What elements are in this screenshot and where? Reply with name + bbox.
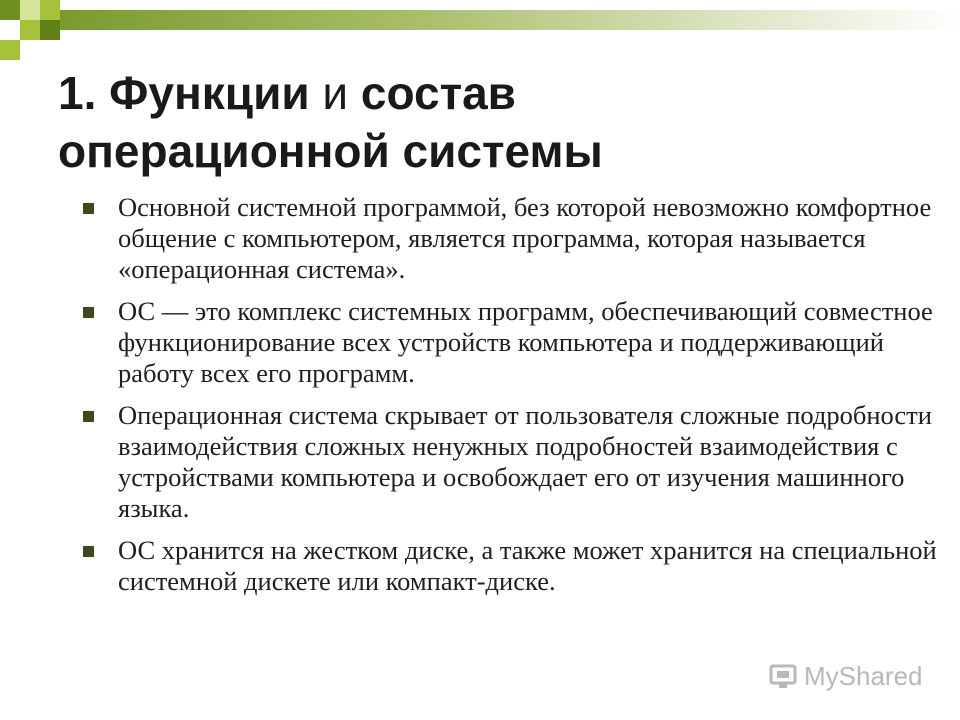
bullet-text: Основной системной программой, без которой невозможно комфортное общение с компьютером, является программа, которая называется «операционная система». — [118, 192, 932, 284]
title-connector: и — [309, 67, 361, 119]
bullet-text: ОС хранится на жестком диске, а также может хранится на специальной системной дискете или компакт-диске. — [118, 535, 937, 596]
bullet-square-icon — [83, 411, 94, 422]
decor-square — [0, 40, 20, 60]
bullet-item — [80, 296, 950, 389]
bullet-text: Операционная система скрывает от пользователя сложные подробности взаимодействия сложных ненужных подробностей взаимодействия с устройствами компьютера и освобождает его от изучения машинного языка. — [118, 400, 932, 523]
bullet-square-icon — [83, 307, 94, 318]
header-gradient-bar — [60, 10, 960, 30]
slide-title — [58, 64, 918, 180]
bullet-item — [80, 535, 950, 597]
bullet-square-icon — [83, 546, 94, 557]
title-part1: 1. Функции — [58, 67, 310, 119]
bullet-item — [80, 400, 950, 524]
decor-square — [20, 0, 40, 20]
decor-square — [20, 20, 40, 40]
bullet-text: ОС — это комплекс системных программ, обеспечивающий совместное функционирование всех устройств компьютера и поддерживающий работу всех его программ. — [118, 296, 933, 388]
decor-square — [40, 0, 60, 20]
title-part2: состав — [360, 67, 516, 119]
myshared-logo-icon — [768, 661, 798, 691]
bullet-item — [80, 192, 950, 285]
watermark-text: MyShared — [804, 660, 923, 691]
bullet-square-icon — [83, 203, 94, 214]
decor-square — [0, 0, 20, 20]
bullet-list — [80, 192, 950, 608]
watermark — [768, 660, 923, 692]
title-line2: операционной системы — [58, 125, 603, 177]
decor-square — [40, 20, 60, 40]
